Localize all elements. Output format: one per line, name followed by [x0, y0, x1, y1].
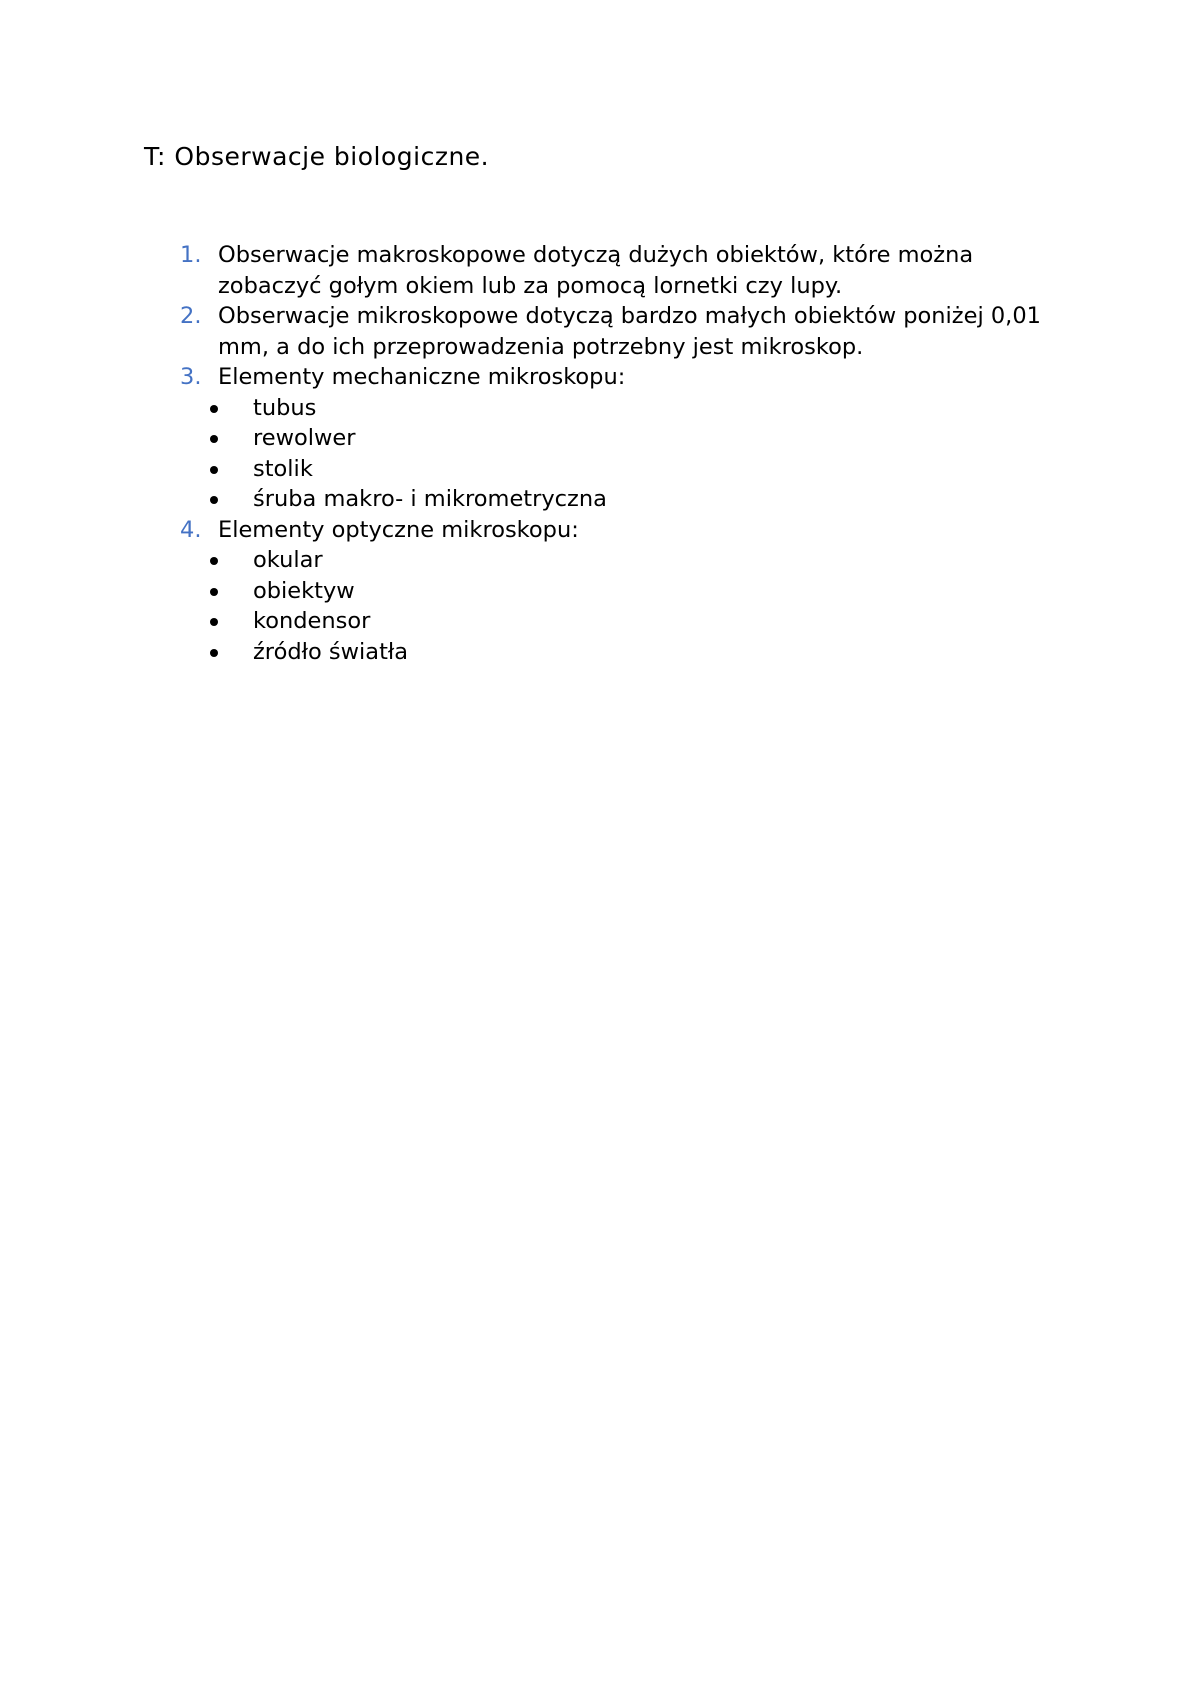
bullet-item [180, 606, 1080, 637]
list-number: 1. [180, 242, 202, 268]
bullet-icon [210, 466, 218, 474]
list-item-text: Elementy mechaniczne mikroskopu: [218, 364, 626, 390]
bullet-icon [210, 435, 218, 443]
list-item-text: Obserwacje makroskopowe dotyczą dużych obiektów, które można zobaczyć gołym okiem lub za pomocą lornetki czy lupy. [218, 242, 974, 299]
numbered-list-continued [180, 515, 1080, 546]
optical-parts-list [180, 545, 1080, 667]
list-number: 2. [180, 303, 202, 329]
list-item-text: Elementy optyczne mikroskopu: [218, 516, 579, 543]
list-number: 4. [180, 516, 202, 543]
document-title: T: Obserwacje biologiczne. [144, 142, 490, 171]
bullet-icon [210, 496, 218, 504]
bullet-item [180, 484, 1080, 515]
bullet-item-text: rewolwer [253, 425, 356, 451]
bullet-item-text: źródło światła [253, 638, 409, 665]
list-item [180, 362, 1080, 393]
bullet-item [180, 393, 1080, 424]
numbered-list [180, 240, 1080, 393]
mechanical-parts-list [180, 393, 1080, 515]
bullet-item-text: obiektyw [253, 577, 355, 604]
bullet-item-text: tubus [253, 394, 317, 421]
bullet-icon [210, 557, 218, 565]
bullet-icon [210, 588, 218, 596]
bullet-item-text: śruba makro- i mikrometryczna [253, 486, 607, 512]
list-item [180, 301, 1080, 362]
bullet-icon [210, 405, 218, 413]
list-item [180, 515, 1080, 546]
bullet-item [180, 545, 1080, 576]
bullet-item [180, 576, 1080, 607]
bullet-item-text: kondensor [253, 608, 371, 634]
list-number: 3. [180, 364, 202, 390]
list-item [180, 240, 1080, 301]
bullet-item [180, 637, 1080, 668]
list-item-text: Obserwacje mikroskopowe dotyczą bardzo małych obiektów poniżej 0,01 mm, a do ich przeprowadzenia potrzebny jest mikroskop. [218, 303, 1041, 360]
bullet-item [180, 423, 1080, 454]
bullet-item [180, 454, 1080, 485]
document-body [180, 240, 1080, 667]
bullet-icon [210, 618, 218, 626]
bullet-item-text: okular [253, 547, 323, 573]
bullet-item-text: stolik [253, 455, 313, 482]
bullet-icon [210, 649, 218, 657]
